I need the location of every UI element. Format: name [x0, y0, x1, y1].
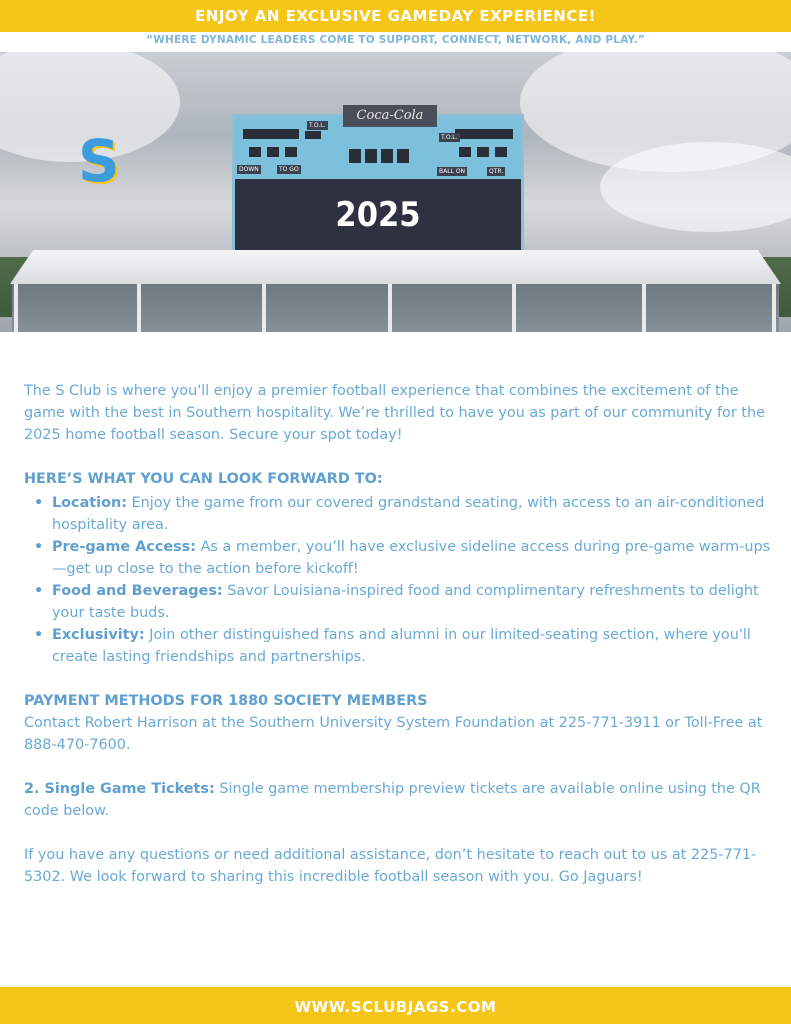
- intro-paragraph: The S Club is where you'll enjoy a premier football experience that combines the excitement of the game with the best in Southern hospitality. We’re thrilled to have you as part of our community for the 2025 home football season. Secure your spot today!: [24, 383, 765, 443]
- website-link[interactable]: WWW.SCLUBJAGS.COM: [0, 987, 791, 1024]
- benefits-heading: HERE’S WHAT YOU CAN LOOK FORWARD TO:: [24, 471, 383, 487]
- benefits-list: [24, 492, 772, 668]
- tol-label-right: T.O.L.: [441, 134, 458, 141]
- down-label: DOWN: [239, 166, 259, 173]
- coca-cola-sign: Coca-Cola: [343, 105, 437, 127]
- ball-on-label: BALL ON: [439, 168, 466, 175]
- benefit-item-location: [24, 492, 772, 536]
- quarter-label: QTR.: [489, 168, 504, 175]
- benefit-item-pregame: [24, 536, 772, 580]
- benefit-text: Enjoy the game from our covered grandstand seating, with access to an air-conditioned hospitality area.: [52, 495, 765, 533]
- payment-heading: PAYMENT METHODS FOR 1880 SOCIETY MEMBERS: [24, 693, 428, 709]
- tagline: “WHERE DYNAMIC LEADERS COME TO SUPPORT, CONNECT, NETWORK, AND PLAY.”: [146, 34, 645, 46]
- top-banner: ENJOY AN EXCLUSIVE GAMEDAY EXPERIENCE!: [0, 0, 791, 32]
- tol-label-left: T.O.L.: [309, 122, 326, 129]
- hospitality-pavilion: [12, 284, 779, 332]
- single-game-title: 2. Single Game Tickets:: [24, 781, 215, 797]
- benefit-text: Savor Louisiana-inspired food and complimentary refreshments to delight your taste buds.: [52, 583, 759, 621]
- benefit-title: Exclusivity:: [52, 627, 145, 643]
- benefit-text: As a member, you’ll have exclusive sideline access during pre-game warm-ups—get up close to the action before kickoff!: [52, 539, 771, 577]
- single-game-text: Single game membership preview tickets are available online using the QR code below.: [24, 781, 761, 819]
- benefit-title: Pre-game Access:: [52, 539, 196, 555]
- benefit-title: Location:: [52, 495, 127, 511]
- benefit-item-food: [24, 580, 772, 624]
- scoreboard: [232, 108, 524, 254]
- benefit-text: Join other distinguished fans and alumni in our limited-seating section, where you'll create lasting friendships and partnerships.: [52, 627, 751, 665]
- payment-section: [24, 690, 772, 756]
- scoreboard-year: 2025: [335, 195, 421, 235]
- benefit-item-exclusivity: [24, 624, 772, 668]
- benefit-title: Food and Beverages:: [52, 583, 223, 599]
- payment-text: Contact Robert Harrison at the Southern University System Foundation at 225-771-3911 or Toll-Free at 888-470-7600.: [24, 715, 763, 753]
- s-club-logo: S: [78, 127, 120, 195]
- tent-roof: [10, 250, 781, 284]
- benefits-section: [24, 468, 772, 668]
- to-go-label: TO GO: [279, 166, 299, 173]
- closing-paragraph: If you have any questions or need additional assistance, don’t hesitate to reach out to us at 225-771-5302. We look forward to sharing this incredible football season with you. Go Jaguars!: [24, 847, 757, 885]
- main-content: [24, 380, 772, 910]
- stadium-photo: [0, 52, 791, 332]
- single-game-paragraph: [24, 778, 772, 822]
